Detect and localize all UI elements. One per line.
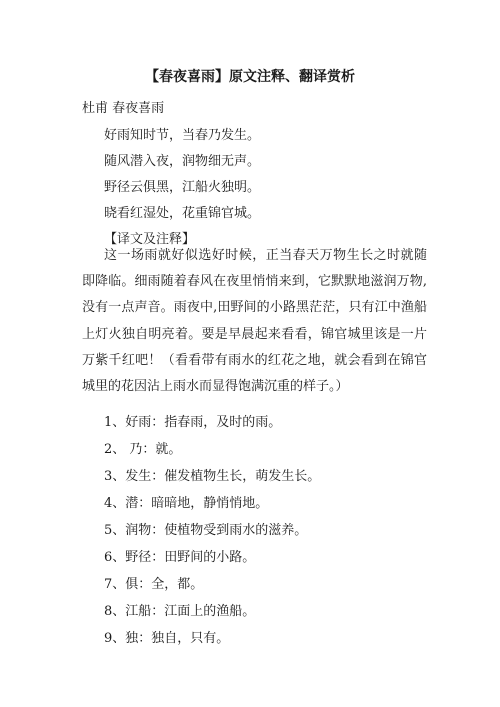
poem-line: 晓看红湿处，花重锦官城。 [104,206,261,221]
note-item: 4、潜：暗暗地，静悄悄地。 [104,496,269,511]
note-item: 5、润物：使植物受到雨水的滋养。 [104,523,308,538]
note-item: 1、好雨：指春雨，及时的雨。 [104,415,282,430]
note-item: 8、江船：江面上的渔船。 [104,604,256,619]
note-item: 7、俱：全，都。 [104,577,204,592]
note-item: 3、发生：催发植物生长，萌发生长。 [104,469,321,484]
poem-line: 野径云俱黑，江船火独明。 [104,180,261,195]
document-title: 【春夜喜雨】原文注释、翻译赏析 [145,69,355,85]
note-item: 2、 乃：就。 [104,442,182,457]
note-item: 9、独：独自，只有。 [104,631,230,646]
poem-line: 好雨知时节，当春乃发生。 [104,128,261,143]
author-line: 杜甫 春夜喜雨 [82,101,165,116]
translation-paragraph: 这一场雨就好似选好时候，正当春天万物生长之时就随即降临。细雨随着春风在夜里悄悄来到，它默默地滋润万物,没有一点声音。雨夜中,田野间的小路黑茫茫，只有江中渔船上灯火独自明亮着。要是早晨起来看看，锦官城里该是一片万紫千红吧！（看看带有雨水的红花之地，就会看到在锦官城里的花因沾上雨水而显得饱满沉重的样子。） [82,248,427,395]
note-item: 6、野径：田野间的小路。 [104,550,256,565]
poem-line: 随风潜入夜，润物细无声。 [104,154,261,169]
section-heading: 【译文及注释】 [104,232,196,247]
